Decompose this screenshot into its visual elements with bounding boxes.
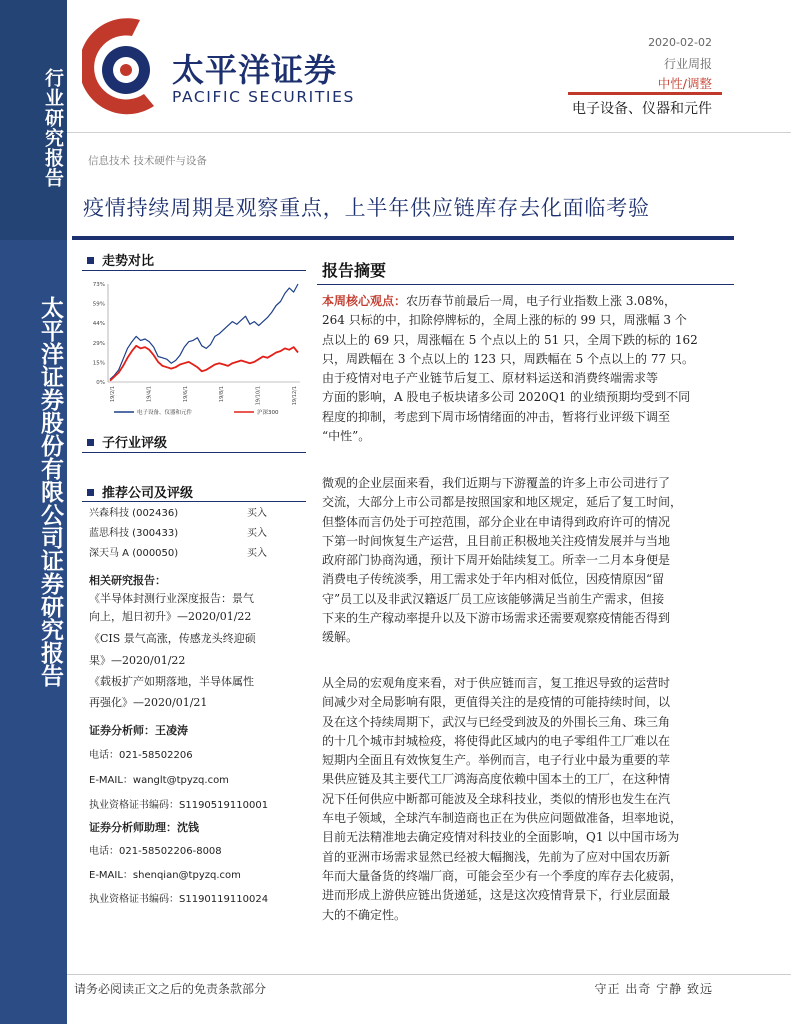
para-line: 由于疫情对电子产业链节后复工、原材料运送和消费终端需求等 — [322, 371, 659, 386]
para-line: 政府部门协商沟通，预计下周开始陆续复工。所幸一二月本身便是 — [322, 553, 671, 568]
para-line: 缓解。 — [322, 630, 359, 645]
para-line: 点以上的 69 只，周涨幅在 5 个点以上的 51 只，全周下跌的标的 162 — [322, 332, 698, 347]
para-line: 从全局的宏观角度来看，对于供应链而言，复工推迟导致的运营时 — [322, 676, 671, 690]
x-tick-label: 19/2/1 — [110, 386, 116, 403]
summary-underline — [317, 284, 734, 285]
para-line: 车电子领域，全球汽车制造商也正在为供应问题做准备，坦率地说， — [322, 811, 683, 826]
title-underline — [72, 236, 734, 240]
assistant-phone: 电话：021-58502206-8008 — [89, 846, 222, 857]
bullet-square-icon — [87, 439, 94, 446]
page-title: 疫情持续周期是观察重点，上半年供应链库存去化面临考验 — [83, 196, 650, 220]
para-line: 目前无法精准地去确定疫情对科技业的全面影响，Q1 以中国市场为 — [322, 830, 680, 845]
company-logo-icon — [82, 14, 162, 118]
para-line: 264 只标的中，扣除停牌标的，全周上涨的标的 99 只，周涨幅 3 个 — [322, 313, 687, 328]
analyst-email[interactable]: E-MAIL：wanglt@tpyzq.com — [89, 775, 229, 786]
rec-rating: 买入 — [247, 548, 267, 559]
assistant-name: 证券分析师助理：沈钱 — [89, 821, 199, 834]
trend-section-header — [87, 250, 154, 269]
rec-section-line — [82, 501, 306, 502]
para-line: 下第一时间恢复生产运营，且目前正积极地关注疫情发展并与当地 — [322, 533, 671, 548]
trend-chart — [86, 276, 308, 422]
para-line: 间减少对全局影响有限，更值得关注的是疫情的可能持续时间，以 — [322, 695, 671, 710]
x-tick-label: 19/8/1 — [219, 386, 226, 403]
sidebar — [0, 0, 67, 1024]
para-line: 果供应链及其主要代工厂鸿海高度依赖中国本土的工厂，在这种情 — [322, 772, 671, 787]
x-tick-label: 19/12/1 — [292, 386, 298, 406]
legend-label: 沪深300 — [257, 410, 279, 416]
related-report-line[interactable]: 《载板扩产如期落地，半导体属性 — [89, 675, 254, 688]
x-tick-label: 19/4/1 — [146, 386, 153, 403]
para-line: 消费电子传统淡季，用工需求处于年内相对低位，因疫情原因“留 — [322, 572, 665, 587]
related-report-line[interactable]: 果》—2020/01/22 — [89, 654, 186, 667]
para-line: 微观的企业层面来看，我们近期与下游覆盖的许多上市公司进行了 — [322, 476, 671, 490]
y-tick-label: 29% — [92, 340, 105, 347]
para-line: 短期内全面且有效恢复生产。举例而言，电子行业中最为重要的苹 — [322, 753, 671, 768]
rec-rating: 买入 — [247, 508, 267, 519]
y-tick-label: 0% — [96, 380, 105, 386]
report-type: 行业周报 — [663, 57, 712, 71]
sidebar-company-label: 太平洋证券股份有限公司证券研究报告 — [37, 296, 63, 687]
x-tick-label: 19/6/1 — [182, 386, 189, 403]
trend-section-title: 走势对比 — [102, 254, 155, 269]
footer-slogan: 守正 出奇 宁静 致远 — [594, 982, 713, 996]
brand-name-cn: 太平洋证券 — [172, 51, 338, 89]
bullet-square-icon — [87, 257, 94, 264]
sector-name: 电子设备、仪器和元件 — [572, 101, 712, 117]
x-tick-label: 19/10/1 — [255, 386, 262, 406]
analyst-phone: 电话：021-58502206 — [89, 750, 193, 761]
rec-rating: 买入 — [247, 528, 267, 539]
rec-section-title: 推荐公司及评级 — [102, 486, 194, 501]
para-line: 进而形成上游供应链出货递延，这是这次疫情背景下，行业层面最 — [322, 888, 671, 903]
related-report-line[interactable]: 《CIS 景气高涨，传感龙头终迎硕 — [89, 632, 256, 645]
y-tick-label: 15% — [92, 360, 105, 367]
para-line: 方面的影响，A 股电子板块诸多公司 2020Q1 的业绩预期均受到不同 — [322, 390, 691, 405]
sub-rating-section-header — [87, 432, 167, 451]
assistant-email[interactable]: E-MAIL：shenqian@tpyzq.com — [89, 870, 241, 881]
summary-paragraph-2 — [322, 474, 716, 648]
summary-paragraph-1 — [322, 292, 716, 446]
para-line: 的十几个城市封城检疫，将使得此区域内的电子零组件工厂难以在 — [322, 733, 671, 748]
rec-company: 兴森科技 (002436) — [89, 508, 179, 519]
rec-company: 深天马 A (000050) — [89, 548, 179, 559]
related-report-line[interactable]: 向上，旭日初升》—2020/01/22 — [89, 610, 252, 623]
rec-company: 蓝思科技 (300433) — [89, 528, 179, 539]
category-breadcrumb: 信息技术 技术硬件与设备 — [88, 155, 207, 167]
para-line: 程度的抑制，考虑到下周市场情绪面的冲击，暂将行业评级下调至 — [322, 409, 671, 424]
footer-divider — [67, 974, 791, 975]
bullet-square-icon — [87, 489, 94, 496]
trend-section-line — [82, 270, 306, 271]
industry-rating: 中性/调整 — [657, 76, 712, 91]
para-line: 下来的生产稼动率提升以及下游市场需求还需要观察疫情能否得到 — [322, 611, 671, 626]
footer-disclaimer: 请务必阅读正文之后的免责条款部分 — [74, 982, 267, 996]
brand-name-en: PACIFIC SECURITIES — [172, 88, 355, 106]
rec-section-header — [87, 482, 193, 501]
para-line: 但整体而言仍处于可控范围，部分企业在申请得到政府许可的情况 — [322, 514, 671, 529]
sub-rating-section-line — [82, 452, 306, 453]
para-line: 大的不确定性。 — [322, 907, 407, 922]
para-line: 只，周跌幅在 3 个点以上的 123 只，周跌幅在 5 个点以上的 77 只。 — [322, 351, 694, 366]
series-line-2 — [110, 346, 298, 381]
para-line: 年而大量备货的终端厂商，可能会至少有一个季度的库存去化疲弱， — [322, 868, 683, 883]
y-tick-label: 44% — [92, 321, 105, 328]
para-line: 及在这个持续周期下，武汉与已经受到波及的外围长三角、珠三角 — [322, 714, 671, 729]
para-line: 首的亚洲市场需求显然已经被大幅搁浅，先前为了应对中国农历新 — [322, 849, 671, 864]
summary-title: 报告摘要 — [322, 261, 387, 280]
sidebar-report-label: 行业研究报告 — [42, 68, 64, 188]
sub-rating-section-title: 子行业评级 — [102, 436, 168, 451]
para-line: 况下任何供应中断都可能波及全球科技业，类似的情形也发生在汽 — [322, 791, 671, 806]
para-line: 交流，大部分上市公司都是按照国家和地区规定，延后了复工时间， — [322, 495, 683, 510]
analyst-cert: 执业资格证书编码：S1190519110001 — [89, 800, 269, 811]
series-line-1 — [110, 284, 298, 379]
para-line: “中性”。 — [322, 429, 371, 444]
y-tick-label: 73% — [92, 282, 105, 288]
related-report-line[interactable]: 再强化》—2020/01/21 — [89, 696, 208, 709]
y-tick-label: 59% — [92, 301, 105, 308]
para-line: 守”员工以及非武汉籍返厂员工应该能够满足当前生产需求，但接 — [322, 591, 665, 606]
core-view-label: 本周核心观点： — [322, 294, 407, 308]
header-divider — [568, 92, 722, 95]
legend-label: 电子设备、仪器和元件 — [137, 410, 193, 416]
summary-paragraph-3 — [322, 674, 716, 925]
assistant-cert: 执业资格证书编码：S1190119110024 — [89, 894, 269, 905]
para-line: 农历春节前最后一周，电子行业指数上涨 3.08%， — [406, 294, 676, 308]
related-reports-title: 相关研究报告： — [89, 574, 166, 587]
related-report-line[interactable]: 《半导体封测行业深度报告：景气 — [89, 592, 254, 605]
analyst-name: 证券分析师：王凌涛 — [89, 724, 188, 737]
report-date: 2020-02-02 — [648, 36, 712, 49]
header-separator — [67, 132, 791, 133]
